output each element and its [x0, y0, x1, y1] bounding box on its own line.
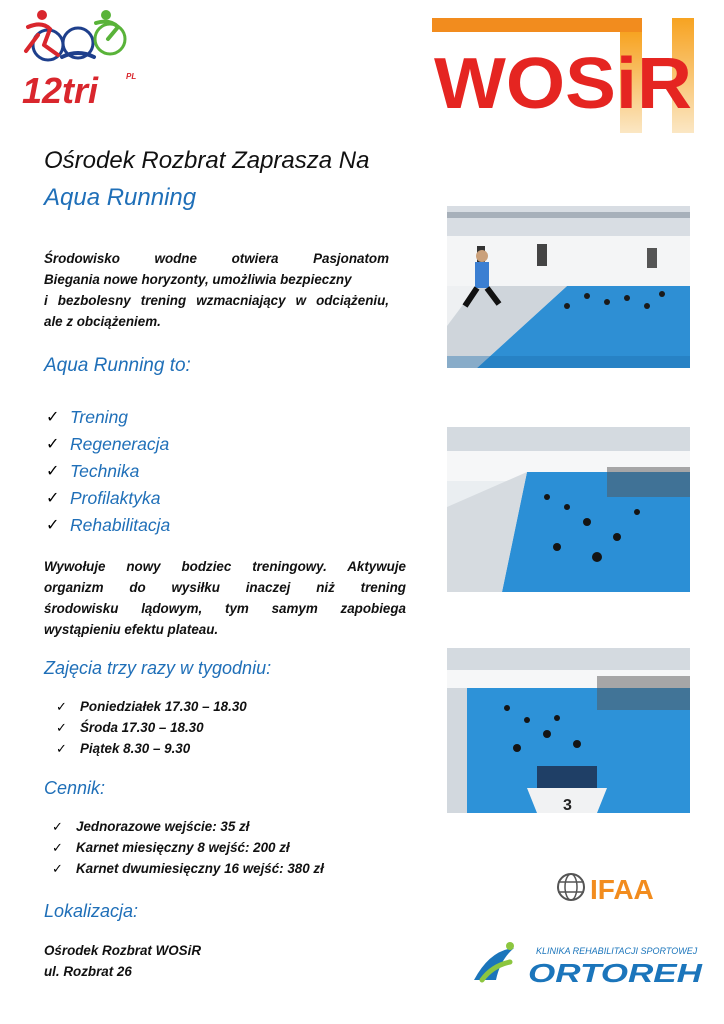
page-subtitle: Aqua Running [44, 184, 197, 211]
classes-list [56, 696, 247, 759]
address-line: ul. Rozbrat 26 [44, 964, 132, 979]
list-item [46, 512, 170, 539]
intro-paragraph [44, 248, 389, 332]
checkmark-icon: ✓ [52, 861, 63, 876]
address [44, 940, 201, 982]
checkmark-icon: ✓ [52, 819, 63, 834]
list-item-label: Rehabilitacja [70, 515, 171, 535]
list-item [52, 858, 324, 879]
list-item [56, 738, 247, 759]
checkmark-icon: ✓ [46, 517, 60, 534]
list-item [46, 485, 170, 512]
schedule-entry: Poniedziałek 17.30 – 18.30 [80, 699, 247, 714]
list-item [56, 717, 247, 738]
checkmark-icon: ✓ [56, 741, 67, 756]
checkmark-icon: ✓ [46, 463, 60, 480]
list-item [46, 431, 170, 458]
starting-block-number: 3 [563, 797, 572, 813]
12tri-logo-text: 12tri [22, 70, 99, 111]
list-item-label: Regeneracja [70, 434, 170, 454]
pool-photo-group [447, 427, 690, 592]
aqua-running-list [46, 404, 170, 539]
pool-photo-instructor [447, 206, 690, 368]
list-item-label: Profilaktyka [70, 488, 161, 508]
effect-paragraph [44, 556, 406, 640]
price-entry: Karnet miesięczny 8 wejść: 200 zł [76, 840, 290, 855]
ifaa-logo-text: IFAA [590, 874, 654, 904]
checkmark-icon: ✓ [56, 699, 67, 714]
pool-photo-lane [447, 648, 690, 813]
list-item [56, 696, 247, 717]
checkmark-icon: ✓ [56, 720, 67, 735]
page-title: Ośrodek Rozbrat Zaprasza Na [44, 147, 370, 174]
aqua-running-to-heading: Aqua Running to: [44, 355, 191, 376]
checkmark-icon: ✓ [52, 840, 63, 855]
intro-line: i bezbolesny trening wzmacniający w odciążeniu, [44, 293, 389, 308]
ifaa-logo [554, 870, 694, 904]
effect-line: organizm do wysiłku inaczej niż trening [44, 580, 406, 595]
wosir-logo [432, 18, 694, 133]
address-line: Ośrodek Rozbrat WOSiR [44, 943, 201, 958]
checkmark-icon: ✓ [46, 409, 60, 426]
wosir-logo-text: WOSiR [434, 44, 692, 124]
intro-line: Środowisko wodne otwiera Pasjonatom [44, 251, 389, 266]
price-entry: Karnet dwumiesięczny 16 wejść: 380 zł [76, 861, 324, 876]
schedule-entry: Piątek 8.30 – 9.30 [80, 741, 191, 756]
list-item [46, 404, 170, 431]
12tri-logo-sup: PL [126, 72, 137, 81]
effect-line: środowisku lądowym, tym samym zapobiega [44, 601, 406, 616]
ortoreh-name: ORTOREH [528, 958, 704, 986]
list-item [52, 816, 324, 837]
ortoreh-logo [470, 940, 708, 986]
list-item-label: Technika [70, 461, 140, 481]
schedule-entry: Środa 17.30 – 18.30 [80, 720, 204, 735]
effect-line: wystąpieniu efektu plateau. [44, 622, 219, 637]
checkmark-icon: ✓ [46, 490, 60, 507]
list-item-label: Trening [70, 407, 129, 427]
list-item [46, 458, 170, 485]
intro-line: Biegania nowe horyzonty, umożliwia bezpieczny [44, 272, 352, 287]
price-entry: Jednorazowe wejście: 35 zł [76, 819, 250, 834]
location-heading: Lokalizacja: [44, 901, 139, 921]
prices-list [52, 816, 324, 879]
checkmark-icon: ✓ [46, 436, 60, 453]
ortoreh-tagline: KLINIKA REHABILITACJI SPORTOWEJ [536, 946, 698, 956]
list-item [52, 837, 324, 858]
12tri-logo [18, 5, 146, 115]
intro-line: ale z obciążeniem. [44, 314, 161, 329]
classes-heading: Zajęcia trzy razy w tygodniu: [44, 658, 272, 678]
effect-line: Wywołuje nowy bodziec treningowy. Aktywuje [44, 559, 406, 574]
prices-heading: Cennik: [44, 778, 106, 798]
